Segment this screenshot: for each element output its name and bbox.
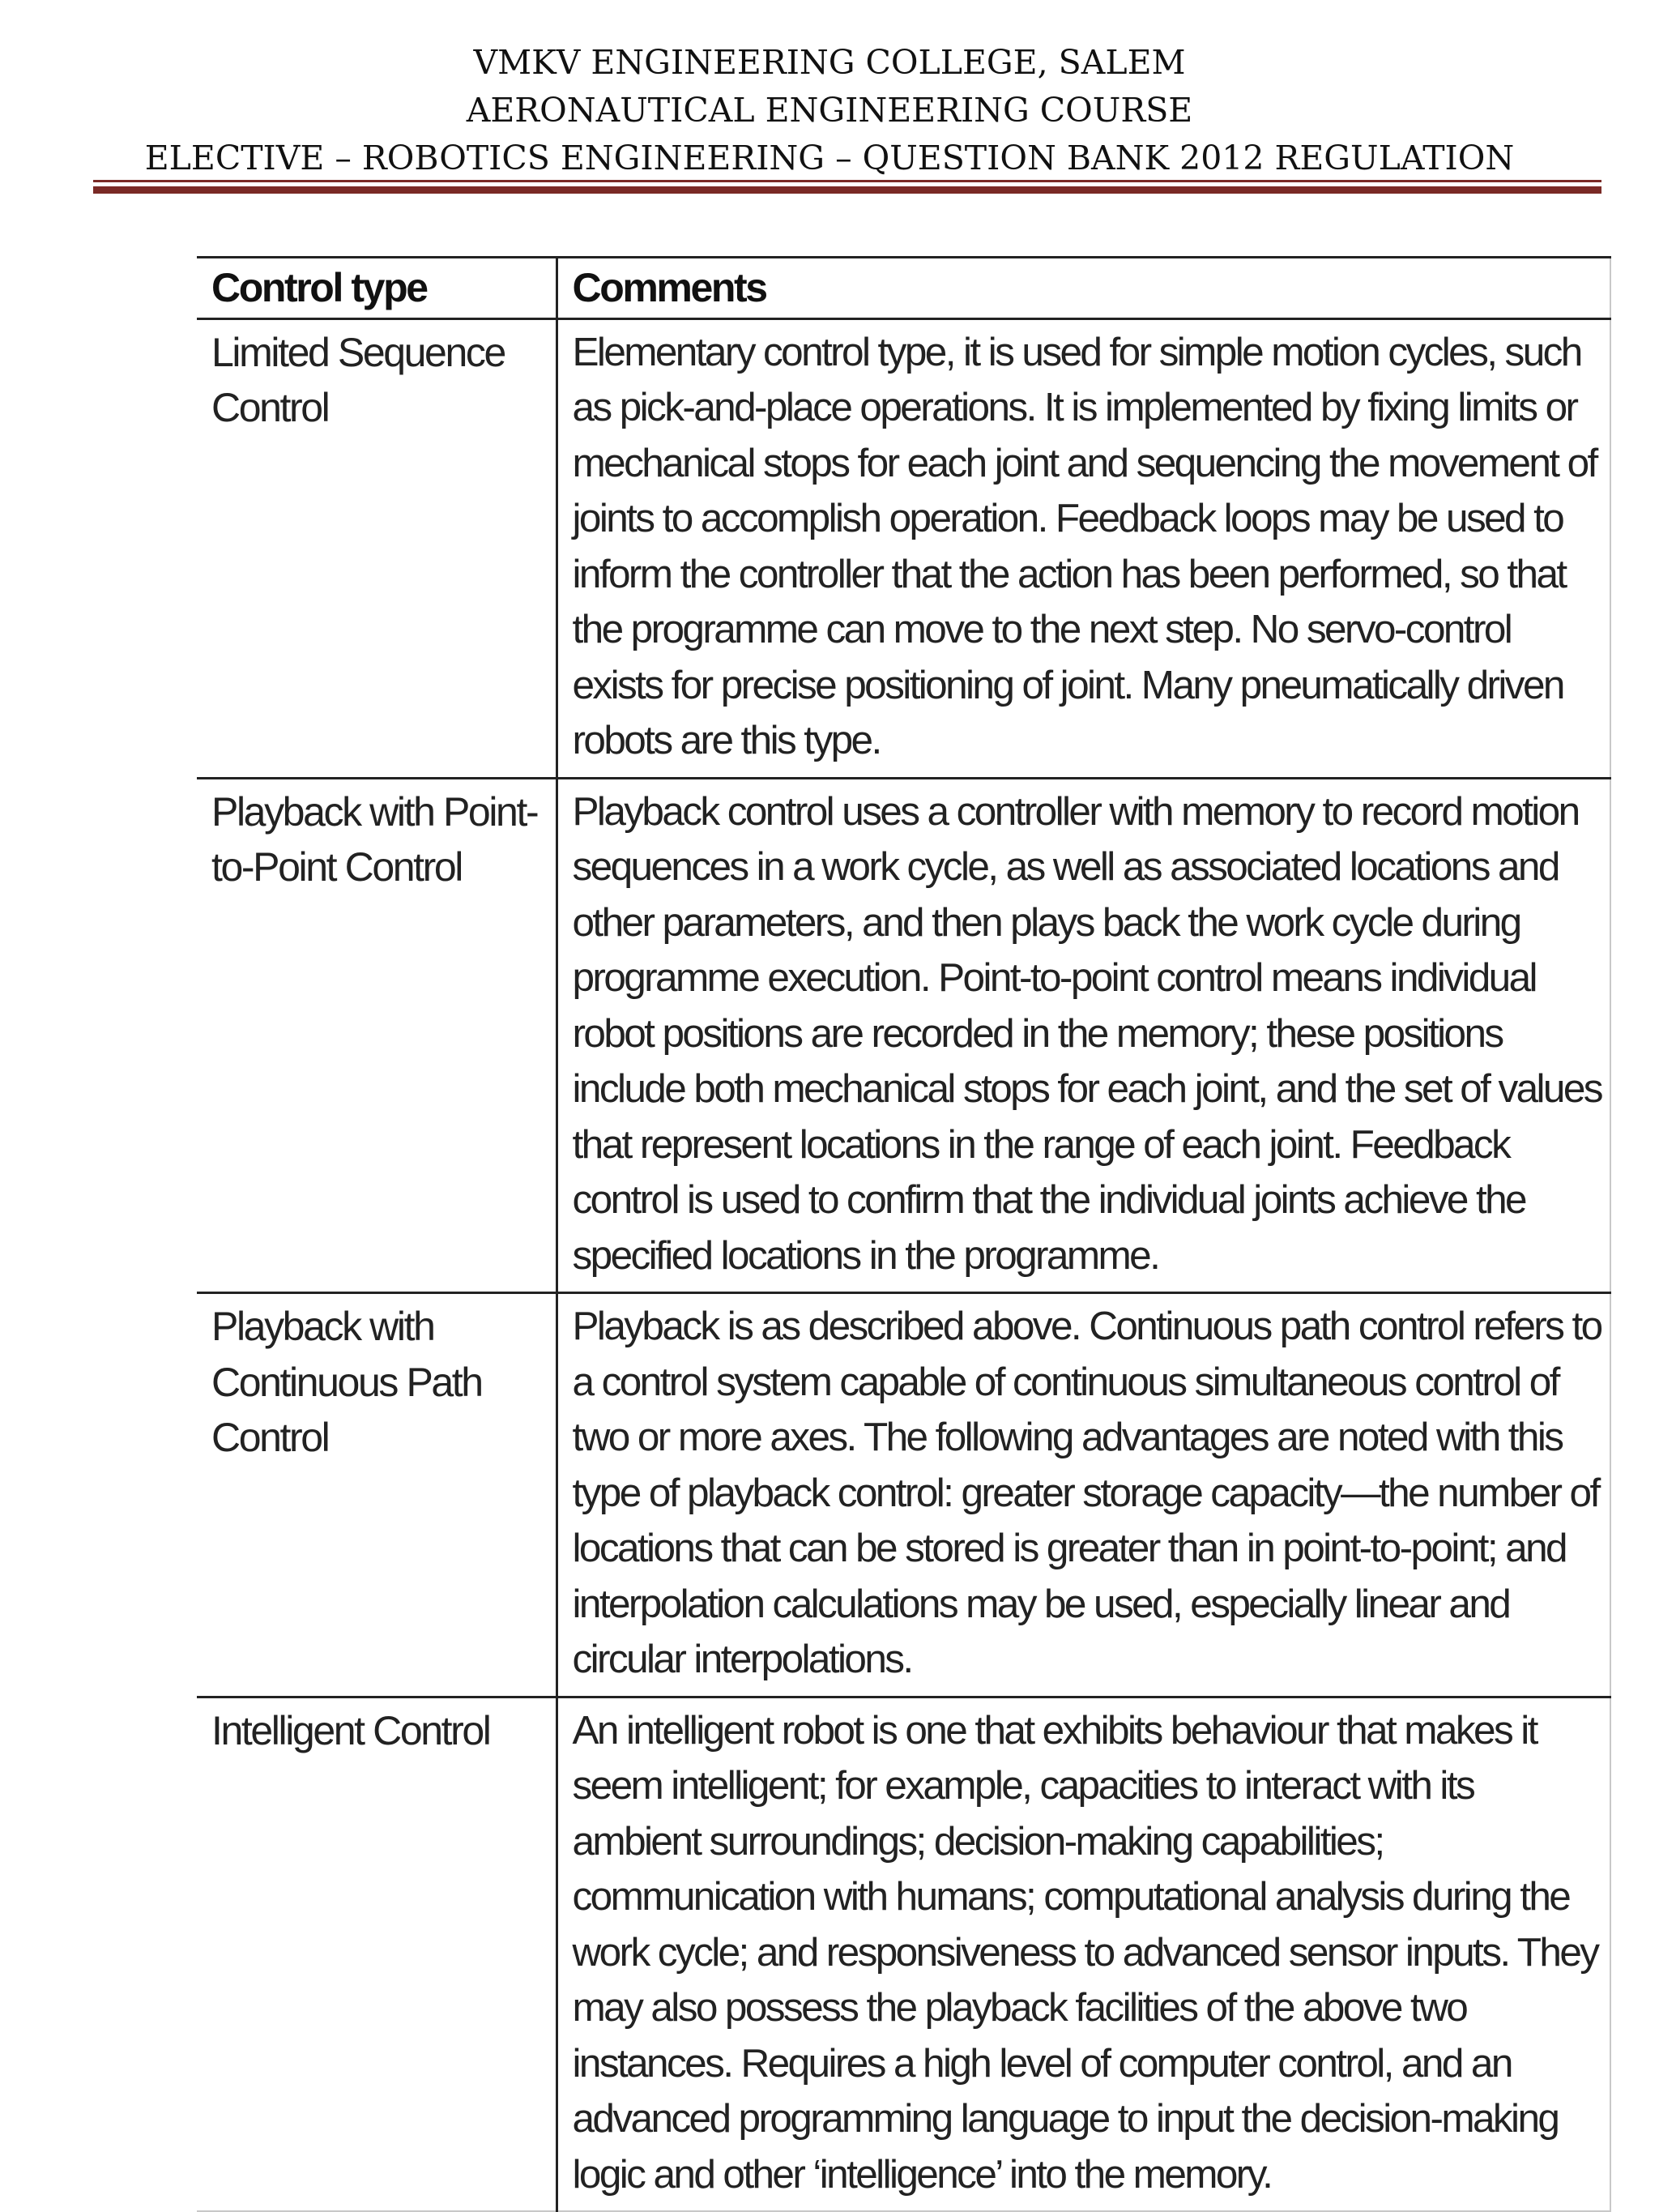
comments-cell: Playback is as described above. Continuous path control refers to a control system capable of continuous simultaneous control of two or more axes. The following advantages are noted with this type of playback control: greater storage capacity—the number of locations that can be stored is greater than in point-to-point; and interpolation calculations may be used, especially linear and circular interpolations. — [557, 1293, 1610, 1697]
comments-cell: Elementary control type, it is used for simple motion cycles, such as pick-and-place operations. It is implemented by fixing limits or mechanical stops for each joint and sequencing the movement of joints to accomplish operation. Feedback loops may be used to inform the controller that the action has been performed, so that the programme can move to the next step. No servo-control exists for precise positioning of joint. Many pneumatically driven robots are this type. — [557, 318, 1610, 778]
header-divider — [93, 186, 1601, 194]
control-types-table — [197, 256, 1610, 2212]
column-header-control-type: Control type — [197, 258, 557, 319]
column-header-comments: Comments — [557, 258, 1610, 319]
table-row — [197, 778, 1610, 1293]
document-title: ELECTIVE – ROBOTICS ENGINEERING – QUESTION BANK 2012 REGULATION — [144, 139, 1515, 177]
control-type-cell: Playback with Point-to-Point Control — [197, 778, 557, 1293]
page-header — [0, 39, 1659, 182]
course-name: AERONAUTICAL ENGINEERING COURSE — [466, 91, 1193, 130]
control-type-cell: Intelligent Control — [197, 1697, 557, 2211]
control-type-cell: Playback with Continuous Path Control — [197, 1293, 557, 1697]
comments-cell: An intelligent robot is one that exhibits behaviour that makes it seem intelligent; for example, capacities to interact with its ambient surroundings; decision-making capabilities; communication with humans; computational analysis during the work cycle; and responsiveness to advanced sensor inputs. They may also possess the playback facilities of the above two instances. Requires a high level of computer control, and an advanced programming language to input the decision-making logic and other ‘intelligence’ into the memory. — [557, 1697, 1610, 2211]
table-row — [197, 1293, 1610, 1697]
table-header-row — [197, 258, 1610, 319]
table-row — [197, 1697, 1610, 2211]
table-row — [197, 318, 1610, 778]
comments-cell: Playback control uses a controller with memory to record motion sequences in a work cycle, as well as associated locations and other parameters, and then plays back the work cycle during programme execution. Point-to-point control means individual robot positions are recorded in the memory; these positions include both mechanical stops for each joint, and the set of values that represent locations in the range of each joint. Feedback control is used to confirm that the individual joints achieve the specified locations in the programme. — [557, 778, 1610, 1293]
header-divider-thin — [93, 180, 1601, 182]
college-name: VMKV ENGINEERING COLLEGE, SALEM — [473, 43, 1186, 82]
control-type-cell: Limited Sequence Control — [197, 318, 557, 778]
